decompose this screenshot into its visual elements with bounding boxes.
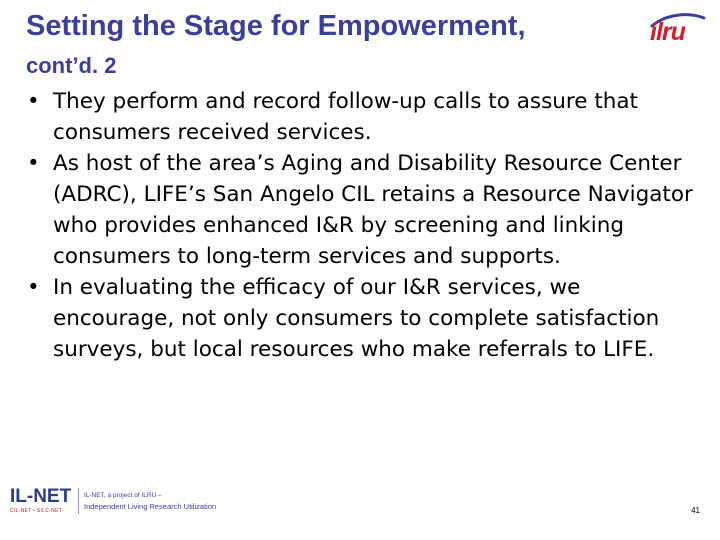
bullet-dot-icon: • [27,275,40,300]
bullet-dot-icon: • [27,89,40,114]
il-net-logo-subtext: CIL-NET • SILC-NET [10,508,63,514]
footer-divider [78,488,79,514]
il-net-logo-text: IL-NET [10,486,72,507]
bullet-item [24,272,704,365]
footer-tagline-2: Independent Living Research Utilization [84,502,217,511]
title-line-2: cont’d. 2 [26,53,117,78]
il-net-logo [10,486,240,522]
page-number: 41 [691,506,700,515]
slide-title [26,8,606,82]
bullet-list [24,86,704,365]
footer-tagline-1: IL-NET, a project of ILRU – [84,492,162,499]
bullet-item [24,148,704,272]
ilru-logo [636,12,708,52]
ilru-logo-text: ilru [650,18,685,46]
bullet-item [24,86,704,148]
bullet-text: As host of the area’s Aging and Disability Resource Center (ADRC), LIFE’s San Angelo CIL retains a Resource Navigator who provides enhanced I&R by screening and linking consumers to long-term services and supports. [53,151,693,269]
title-line-1: Setting the Stage for Empowerment, [26,10,526,42]
bullet-text: They perform and record follow-up calls to assure that consumers received services. [53,89,638,145]
bullet-text: In evaluating the efficacy of our I&R services, we encourage, not only consumers to complete satisfaction surveys, but local resources who make referrals to LIFE. [53,275,660,362]
bullet-dot-icon: • [27,151,40,176]
